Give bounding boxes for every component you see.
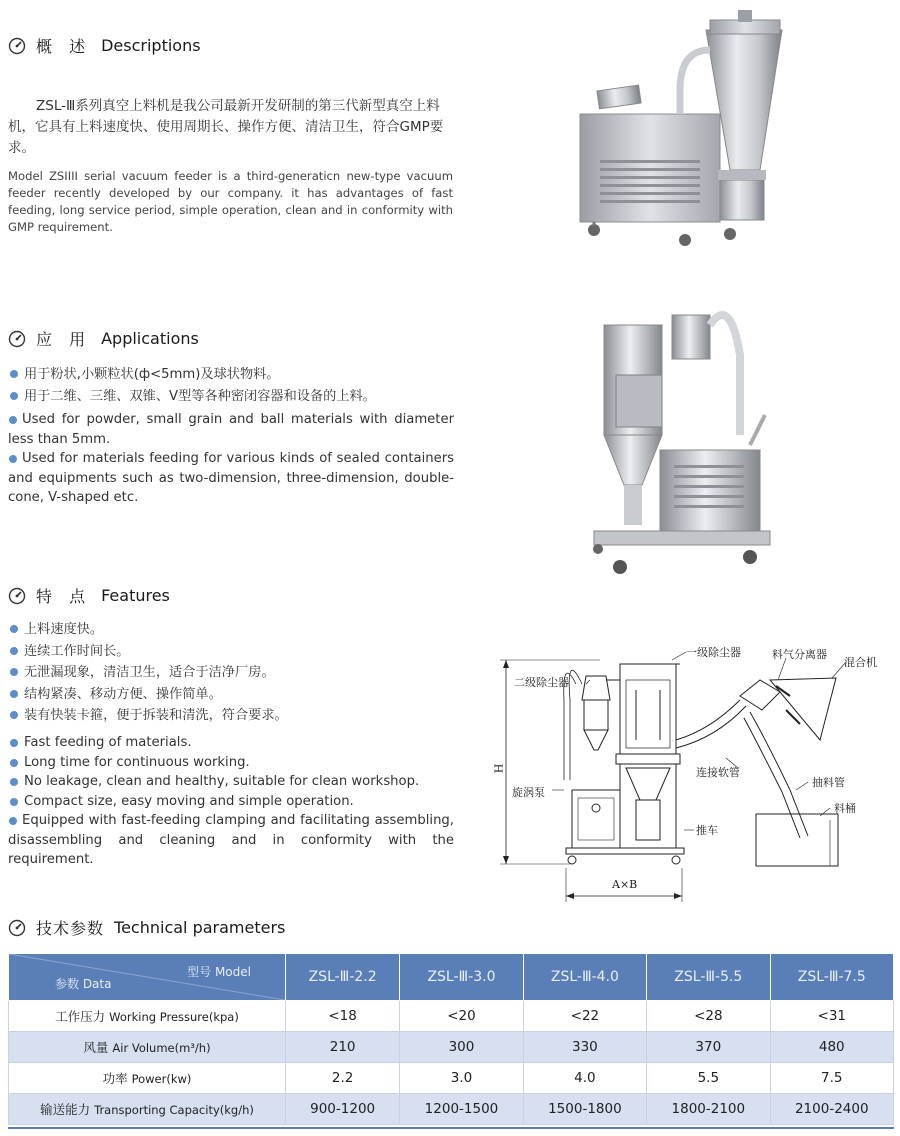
list-item: Used for materials feeding for various kinds of sealed containers and equipments such as two-dimension, three-dimension, double-cone, V-shaped etc. — [8, 449, 454, 508]
table-cell: 1500-1800 — [523, 1094, 646, 1125]
list-item: 用于粉状,小颗粒状(ф<5mm)及球状物料。 — [8, 364, 454, 386]
column-header: ZSL-Ⅲ-4.0 — [523, 954, 646, 1001]
row-label-en: Power(kw) — [131, 1072, 192, 1086]
section-features — [8, 584, 170, 607]
list-item: Long time for continuous working. — [8, 753, 454, 773]
table-corner-cell — [9, 954, 286, 1001]
label-dust1: 一级除尘器 — [686, 646, 741, 659]
parameters-table — [8, 953, 894, 1125]
section-title-cn: 特 点 — [36, 587, 92, 606]
row-label-en: Air Volume(m³/h) — [112, 1041, 211, 1055]
table-row — [9, 1094, 894, 1125]
row-label-cn: 风量 — [83, 1040, 109, 1055]
row-label-en: Working Pressure(kpa) — [109, 1010, 239, 1024]
label-hose: 连接软管 — [696, 766, 740, 779]
label-mixer: 混合机 — [844, 656, 877, 669]
clock-icon — [8, 587, 26, 605]
table-cell: 2.2 — [286, 1063, 400, 1094]
label-barrel: 料桶 — [834, 802, 856, 815]
label-width: A×B — [612, 878, 638, 891]
section-title-cn: 概 述 — [36, 37, 92, 56]
label-pump: 旋涡泵 — [512, 786, 545, 799]
row-label-cn: 输送能力 — [40, 1102, 91, 1117]
row-label-en: Transporting Capacity(kg/h) — [94, 1103, 254, 1117]
label-height: H — [492, 763, 506, 774]
table-cell: <28 — [647, 1001, 770, 1032]
table-cell: 480 — [770, 1032, 893, 1063]
section-title-en: Applications — [101, 329, 199, 348]
table-cell: 5.5 — [647, 1063, 770, 1094]
clock-icon — [8, 919, 26, 937]
label-separator: 料气分离器 — [772, 648, 827, 661]
list-item: 连续工作时间长。 — [8, 641, 454, 663]
list-item: Compact size, easy moving and simple operation. — [8, 792, 454, 812]
table-row — [9, 1001, 894, 1032]
table-row — [9, 1063, 894, 1094]
list-item: 结构紧凑、移动方便、操作简单。 — [8, 684, 454, 706]
column-header: ZSL-Ⅲ-5.5 — [647, 954, 770, 1001]
descriptions-en: Model ZSIIII serial vacuum feeder is a third-generaticn new-type vacuum feeder recently developed by our company. it has advantages of fast feeding, long service period, simple operation, clean and in conformity with GMP requirement. — [8, 169, 453, 234]
section-title-en: Features — [101, 586, 170, 605]
applications-en-list — [8, 410, 454, 508]
list-item: No leakage, clean and healthy, suitable for clean workshop. — [8, 772, 454, 792]
table-cell: 330 — [523, 1032, 646, 1063]
section-title-cn: 应 用 — [36, 330, 92, 349]
clock-icon — [8, 330, 26, 348]
row-label — [9, 1063, 286, 1094]
section-technical — [8, 916, 285, 939]
column-header: ZSL-Ⅲ-7.5 — [770, 954, 893, 1001]
label-suction: 抽料管 — [812, 776, 845, 789]
table-cell: 4.0 — [523, 1063, 646, 1094]
table-cell: 300 — [400, 1032, 523, 1063]
table-cell: 210 — [286, 1032, 400, 1063]
product-photo-feeder — [570, 10, 800, 254]
table-cell: 1200-1500 — [400, 1094, 523, 1125]
table-cell: 1800-2100 — [647, 1094, 770, 1125]
descriptions-cn: ZSL-Ⅲ系列真空上料机是我公司最新开发研制的第三代新型真空上料机，它具有上料速度快、使用周期长、操作方便、清洁卫生，符合GMP要求。 — [8, 98, 444, 156]
table-bottom-rule — [8, 1127, 894, 1129]
table-row — [9, 1032, 894, 1063]
row-label — [9, 1032, 286, 1063]
list-item: Fast feeding of materials. — [8, 733, 454, 753]
table-cell: 900-1200 — [286, 1094, 400, 1125]
row-label — [9, 1001, 286, 1032]
table-cell: 2100-2400 — [770, 1094, 893, 1125]
table-cell: <31 — [770, 1001, 893, 1032]
applications-cn-list — [8, 364, 454, 407]
table-header-row — [9, 954, 894, 1001]
system-diagram — [490, 640, 890, 910]
corner-model-label: 型号 Model — [187, 965, 251, 979]
features-cn-list — [8, 619, 454, 727]
row-label-cn: 功率 — [102, 1071, 128, 1086]
section-descriptions — [8, 34, 201, 57]
label-cart: 推车 — [696, 824, 718, 837]
list-item: 无泄漏现象，清洁卫生，适合于洁净厂房。 — [8, 662, 454, 684]
table-cell: 7.5 — [770, 1063, 893, 1094]
list-item: Used for powder, small grain and ball materials with diameter less than 5mm. — [8, 410, 454, 449]
section-applications — [8, 327, 199, 350]
list-item: 上料速度快。 — [8, 619, 454, 641]
list-item: 装有快装卡箍，便于拆装和清洗，符合要求。 — [8, 705, 454, 727]
label-dust2: 二级除尘器 — [514, 676, 569, 689]
row-label-cn: 工作压力 — [55, 1009, 106, 1024]
row-label — [9, 1094, 286, 1125]
column-header: ZSL-Ⅲ-3.0 — [400, 954, 523, 1001]
table-cell: <20 — [400, 1001, 523, 1032]
features-en-list — [8, 733, 454, 870]
list-item: 用于二维、三维、双锥、V型等各种密闭容器和设备的上料。 — [8, 386, 454, 408]
section-title-en: Technical parameters — [114, 918, 286, 937]
table-cell: <18 — [286, 1001, 400, 1032]
table-cell: <22 — [523, 1001, 646, 1032]
table-cell: 370 — [647, 1032, 770, 1063]
table-cell: 3.0 — [400, 1063, 523, 1094]
list-item: Equipped with fast-feeding clamping and facilitating assembling, disassembling and cleaning and in conformity with the requirement. — [8, 811, 454, 870]
clock-icon — [8, 37, 26, 55]
section-title-en: Descriptions — [101, 36, 201, 55]
section-title-cn: 技术参数 — [36, 919, 105, 938]
product-photo-cart — [590, 295, 780, 589]
column-header: ZSL-Ⅲ-2.2 — [286, 954, 400, 1001]
corner-data-label: 参数 Data — [55, 977, 112, 991]
